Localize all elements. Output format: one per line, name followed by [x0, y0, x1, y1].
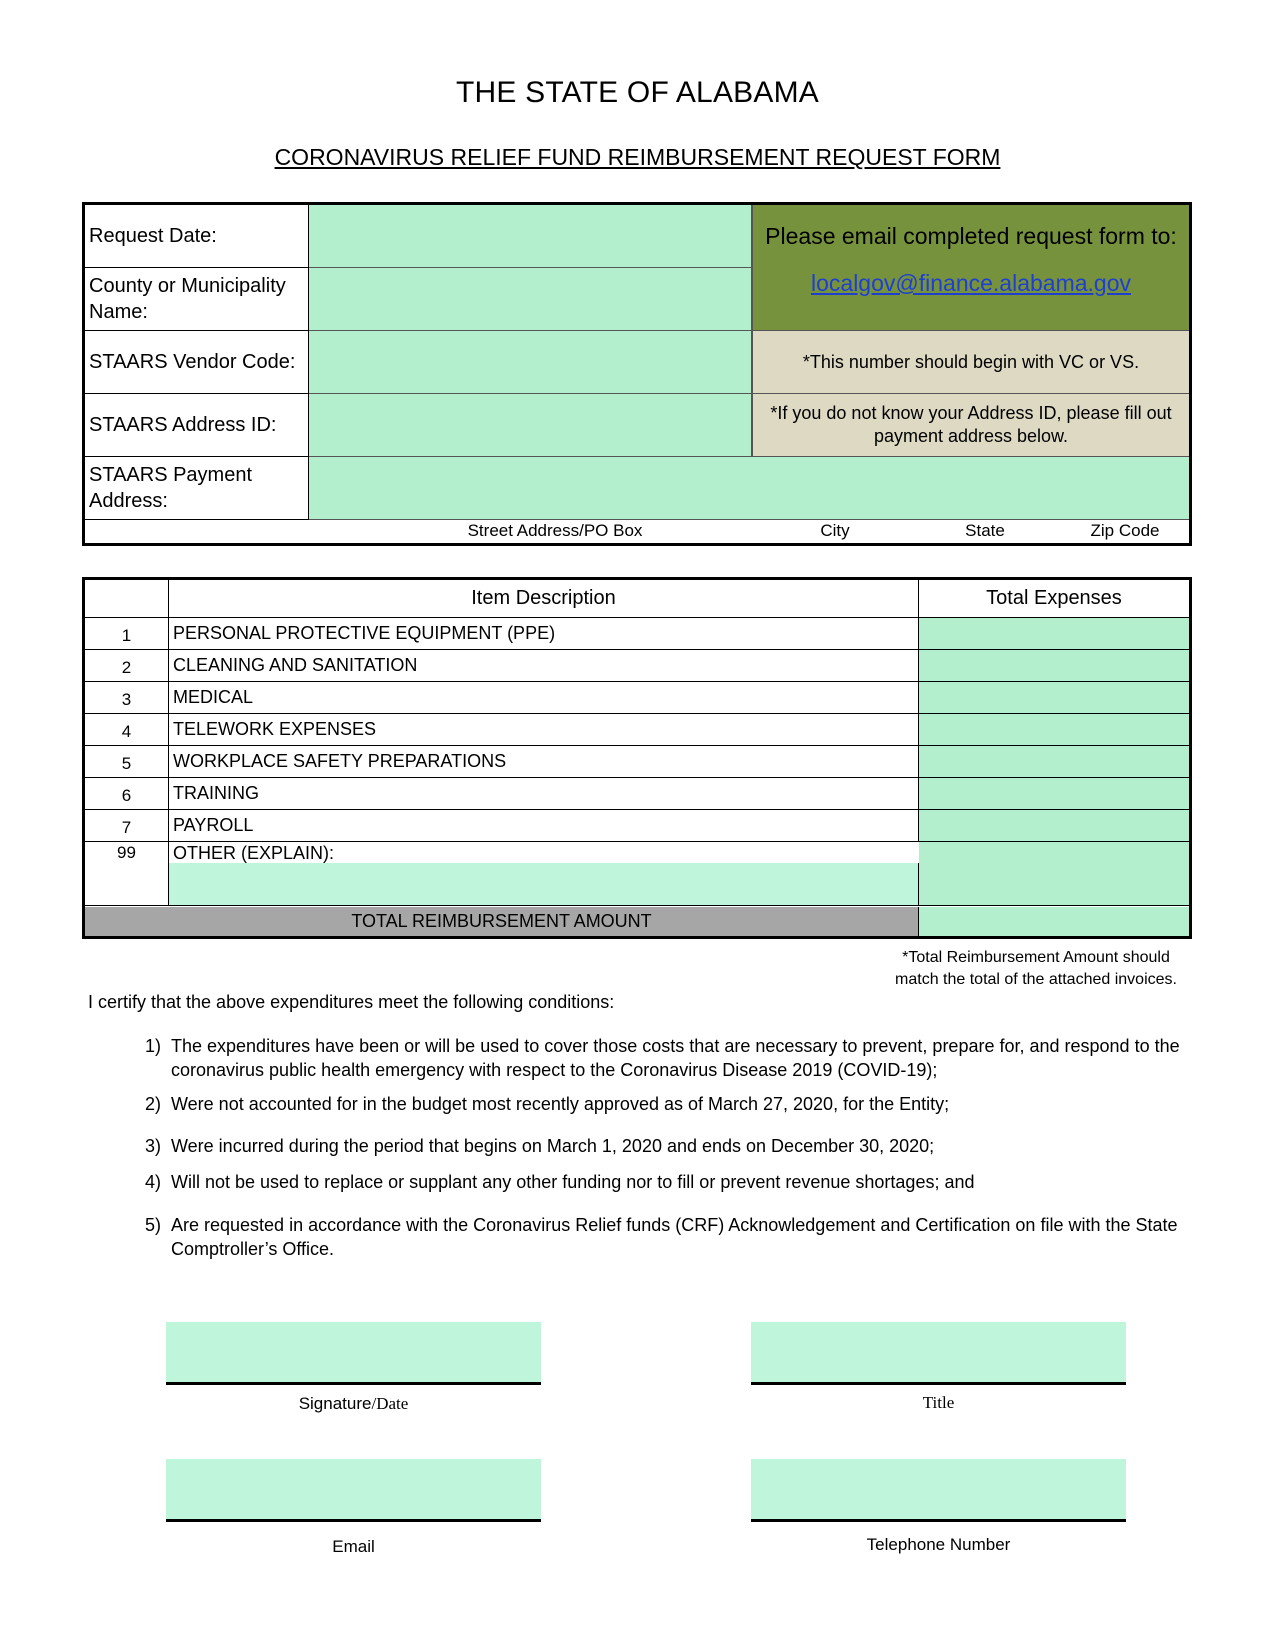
- other-explain-input[interactable]: [169, 863, 919, 905]
- total-note: [880, 947, 1192, 991]
- item-number: 5: [85, 746, 169, 777]
- other-amount-input[interactable]: [919, 842, 1189, 905]
- vendor-code-note: *This number should begin with VC or VS.: [752, 331, 1189, 394]
- payment-address-input[interactable]: [309, 457, 1189, 520]
- item-amount-input[interactable]: [919, 714, 1189, 745]
- form-subtitle: [0, 144, 1275, 171]
- condition-text: Were incurred during the period that begins on March 1, 2020 and ends on December 30, 2020;: [171, 1136, 935, 1156]
- item-description: MEDICAL: [169, 682, 919, 713]
- request-info-table: [82, 202, 1192, 546]
- condition-text: Are requested in accordance with the Coronavirus Relief funds (CRF) Acknowledgement and Certification on file with the State Comptroller’s Office.: [171, 1215, 1178, 1259]
- county-label: County or Municipality Name:: [85, 268, 309, 331]
- condition-number: 4): [145, 1172, 162, 1192]
- city-label: City: [820, 521, 850, 540]
- item-description: WORKPLACE SAFETY PREPARATIONS: [169, 746, 919, 777]
- signature-label: [166, 1394, 541, 1414]
- telephone-input[interactable]: [751, 1459, 1126, 1522]
- form-title: THE STATE OF ALABAMA: [456, 76, 819, 109]
- table-row: [85, 714, 1189, 746]
- email-input[interactable]: [166, 1459, 541, 1522]
- item-amount-input[interactable]: [919, 778, 1189, 809]
- item-description: PAYROLL: [169, 810, 919, 841]
- zip-label: Zip Code: [1090, 521, 1160, 540]
- item-number: 4: [85, 714, 169, 745]
- condition-text: The expenditures have been or will be used to cover those costs that are necessary to prevent, prepare for, and respond to the coronavirus public health emergency with respect to the Coronavirus Disease 2019 (COVID-19);: [171, 1036, 1180, 1080]
- payment-address-label: STAARS Payment Address:: [85, 457, 309, 520]
- signature-date-text: /Date: [371, 1394, 409, 1413]
- other-num: 99: [85, 842, 169, 905]
- request-date-label: Request Date:: [85, 205, 309, 268]
- other-row: [85, 842, 1189, 906]
- table-row: [85, 682, 1189, 714]
- email-label: Email: [332, 1537, 375, 1556]
- address-id-label: STAARS Address ID:: [85, 394, 309, 457]
- header-description: Item Description: [169, 580, 919, 617]
- item-amount-input[interactable]: [919, 810, 1189, 841]
- title-label: Title: [922, 1393, 955, 1412]
- item-number: 7: [85, 810, 169, 841]
- header-total-expenses: Total Expenses: [919, 580, 1189, 617]
- item-number: 2: [85, 650, 169, 681]
- header-num-cell: [85, 580, 169, 617]
- signature-input[interactable]: [166, 1322, 541, 1385]
- item-description: TRAINING: [169, 778, 919, 809]
- signature-label-text: Signature: [298, 1394, 372, 1413]
- item-amount-input[interactable]: [919, 746, 1189, 777]
- condition-number: 1): [145, 1036, 162, 1056]
- total-amount-input[interactable]: [919, 907, 1189, 936]
- address-id-note: *If you do not know your Address ID, please fill out payment address below.: [752, 394, 1189, 457]
- title-input[interactable]: [751, 1322, 1126, 1385]
- item-description: TELEWORK EXPENSES: [169, 714, 919, 745]
- certify-intro: I certify that the above expenditures meet the following conditions:: [88, 992, 615, 1012]
- expense-items-table: [82, 577, 1192, 939]
- condition-text: Were not accounted for in the budget most recently approved as of March 27, 2020, for the Entity;: [171, 1094, 950, 1114]
- items-header-row: [85, 580, 1189, 618]
- state-label: State: [965, 521, 1005, 540]
- condition-text: Will not be used to replace or supplant any other funding nor to fill or prevent revenue shortages; and: [171, 1172, 975, 1192]
- condition-number: 2): [145, 1094, 162, 1114]
- condition-number: 3): [145, 1136, 162, 1156]
- item-amount-input[interactable]: [919, 618, 1189, 649]
- item-amount-input[interactable]: [919, 682, 1189, 713]
- address-id-input[interactable]: [309, 394, 752, 457]
- total-row: [85, 907, 1189, 936]
- email-heading: Please email completed request form to:: [765, 223, 1177, 249]
- county-input[interactable]: [309, 268, 752, 331]
- other-label: OTHER (EXPLAIN):: [173, 843, 335, 863]
- item-number: 1: [85, 618, 169, 649]
- table-row: [85, 618, 1189, 650]
- vendor-code-input[interactable]: [309, 331, 752, 394]
- item-amount-input[interactable]: [919, 650, 1189, 681]
- table-row: [85, 746, 1189, 778]
- total-note-line1: *Total Reimbursement Amount should: [902, 949, 1170, 966]
- table-row: [85, 778, 1189, 810]
- email-link[interactable]: localgov@finance.alabama.gov: [811, 270, 1131, 296]
- total-label: TOTAL REIMBURSEMENT AMOUNT: [85, 907, 919, 936]
- item-description: CLEANING AND SANITATION: [169, 650, 919, 681]
- table-row: [85, 650, 1189, 682]
- form-subtitle-text: CORONAVIRUS RELIEF FUND REIMBURSEMENT REQUEST FORM: [274, 144, 1001, 170]
- table-row: [85, 810, 1189, 842]
- item-description: PERSONAL PROTECTIVE EQUIPMENT (PPE): [169, 618, 919, 649]
- street-label: Street Address/PO Box: [467, 521, 643, 540]
- item-number: 3: [85, 682, 169, 713]
- vendor-code-label: STAARS Vendor Code:: [85, 331, 309, 394]
- item-number: 6: [85, 778, 169, 809]
- email-instructions-box: [752, 205, 1189, 331]
- total-note-line2: match the total of the attached invoices.: [895, 971, 1177, 988]
- condition-number: 5): [145, 1215, 162, 1235]
- telephone-label: Telephone Number: [866, 1535, 1011, 1554]
- request-date-input[interactable]: [309, 205, 752, 268]
